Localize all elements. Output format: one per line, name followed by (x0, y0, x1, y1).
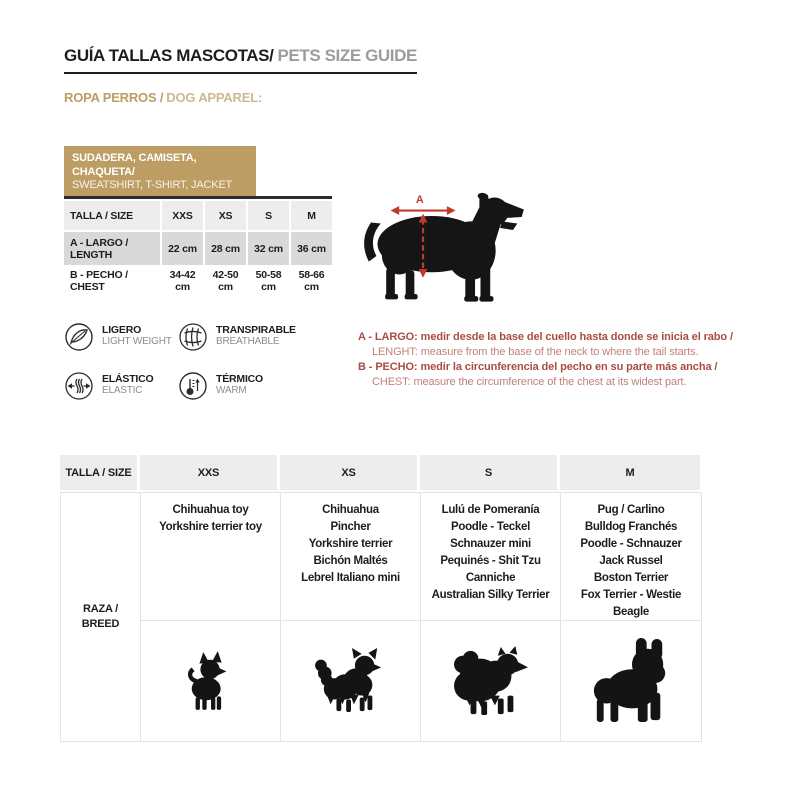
size-table-header: XS (205, 201, 246, 230)
dog-cell-s (421, 621, 561, 741)
breed-row-label: RAZA / BREED (61, 493, 141, 741)
breed-name: Australian Silky Terrier (431, 589, 550, 601)
feature-subname: LIGHT WEIGHT (102, 336, 172, 347)
breed-table-header-row (60, 455, 702, 490)
breed-name: Lebrel Italiano mini (301, 572, 400, 584)
size-table-header: M (291, 201, 332, 230)
french-bulldog-silhouette (589, 638, 673, 724)
size-table-header: S (248, 201, 289, 230)
breed-name: Bichón Maltés (313, 555, 388, 567)
subtitle-en: DOG APPAREL: (166, 90, 263, 105)
subtitle-es: ROPA PERROS / (64, 90, 164, 105)
dog-cell-xxs (141, 621, 281, 741)
breed-table-header: XS (280, 455, 420, 490)
breed-name: Fox Terrier - Westie (580, 589, 682, 601)
size-value: 34-42 cm (162, 267, 203, 295)
breed-name: Schnauzer mini (450, 538, 531, 550)
size-value: 58-66 cm (291, 267, 332, 295)
breed-table-header: XXS (140, 455, 280, 490)
breeds-xs (281, 493, 421, 621)
breed-name: Beagle (613, 606, 649, 618)
feature-list (64, 322, 338, 401)
feature-name: ELÁSTICO (102, 373, 154, 385)
instruction-b-en: CHEST: measure the circumference of the chest at its widest part. (372, 376, 687, 388)
breed-name: Jack Russel (599, 555, 663, 567)
feather-icon (64, 322, 94, 352)
size-value: 32 cm (248, 232, 289, 265)
section-subtitle (64, 90, 262, 105)
size-value: 50-58 cm (248, 267, 289, 295)
feature-name: TRANSPIRABLE (216, 324, 296, 336)
size-table-header: TALLA / SIZE (64, 201, 160, 230)
breeds-s (421, 493, 561, 621)
dog-cell-m (561, 621, 701, 741)
size-value: 28 cm (205, 232, 246, 265)
breed-name: Bulldog Franchés (584, 521, 678, 533)
feature-name: LIGERO (102, 324, 142, 336)
instruction-a-en: LENGHT: measure from the base of the neck to where the tail starts. (372, 346, 699, 358)
breed-name: Pincher (330, 521, 371, 533)
feature-breathable (178, 322, 338, 352)
breed-name: Lulú de Pomeranía (441, 504, 540, 516)
size-row-label: A - LARGO / LENGTH (64, 232, 160, 265)
size-value: 42-50 cm (205, 267, 246, 295)
feature-warm (178, 371, 338, 401)
breed-table-header: M (560, 455, 700, 490)
breed-table (60, 455, 702, 742)
breed-table-header: TALLA / SIZE (60, 455, 140, 490)
stretch-arrows-icon (64, 371, 94, 401)
page-title-es: GUÍA TALLAS MASCOTAS/ (64, 46, 274, 65)
breed-name: Yorkshire terrier (308, 538, 393, 550)
size-value: 22 cm (162, 232, 203, 265)
feature-subname: WARM (216, 385, 247, 396)
breed-name: Boston Terrier (593, 572, 669, 584)
size-row-label: B - PECHO / CHEST (64, 267, 160, 295)
dog-cell-xs (281, 621, 421, 741)
breeds-xxs (141, 493, 281, 621)
breeds-m (561, 493, 701, 621)
breed-name: Chihuahua (322, 504, 379, 516)
longhair-chihuahua-silhouette (313, 648, 389, 714)
size-value: 36 cm (291, 232, 332, 265)
chihuahua-silhouette (184, 651, 238, 711)
breed-table-header: S (420, 455, 560, 490)
measuring-instructions (358, 330, 758, 390)
breed-name: Poodle - Schnauzer (580, 538, 682, 550)
breed-table-body (60, 492, 702, 742)
breed-name: Canniche (465, 572, 516, 584)
feature-subname: BREATHABLE (216, 336, 280, 347)
size-table-header: XXS (162, 201, 203, 230)
measured-dog-silhouette (358, 192, 526, 306)
page-title (64, 46, 417, 74)
thermometer-icon (178, 371, 208, 401)
category-line-en: SWEATSHIRT, T-SHIRT, JACKET (72, 179, 233, 191)
instruction-b-es: B - PECHO: medir la circunferencia del pecho en su parte más ancha / (358, 361, 718, 373)
measurement-diagram (358, 192, 526, 306)
breed-name: Yorkshire terrier toy (159, 521, 262, 533)
instruction-a-es: A - LARGO: medir desde la base del cuello hasta donde se inicia el rabo / (358, 331, 733, 343)
feature-name: TÉRMICO (216, 373, 264, 385)
breed-name: Pug / Carlino (597, 504, 665, 516)
mesh-weave-icon (178, 322, 208, 352)
breed-name: Chihuahua toy (172, 504, 249, 516)
feature-subname: ELASTIC (102, 385, 143, 396)
feature-elastic (64, 371, 178, 401)
size-table (64, 196, 332, 295)
pomeranian-silhouette (447, 645, 535, 717)
feature-lightweight (64, 322, 178, 352)
category-box (64, 146, 256, 198)
label-a: A (415, 193, 424, 206)
category-line-es: SUDADERA, CAMISETA, CHAQUETA/ (72, 152, 197, 178)
breed-name: Pequinés - Shit Tzu (440, 555, 541, 567)
breed-name: Poodle - Teckel (450, 521, 530, 533)
page-title-en: PETS SIZE GUIDE (277, 46, 417, 65)
